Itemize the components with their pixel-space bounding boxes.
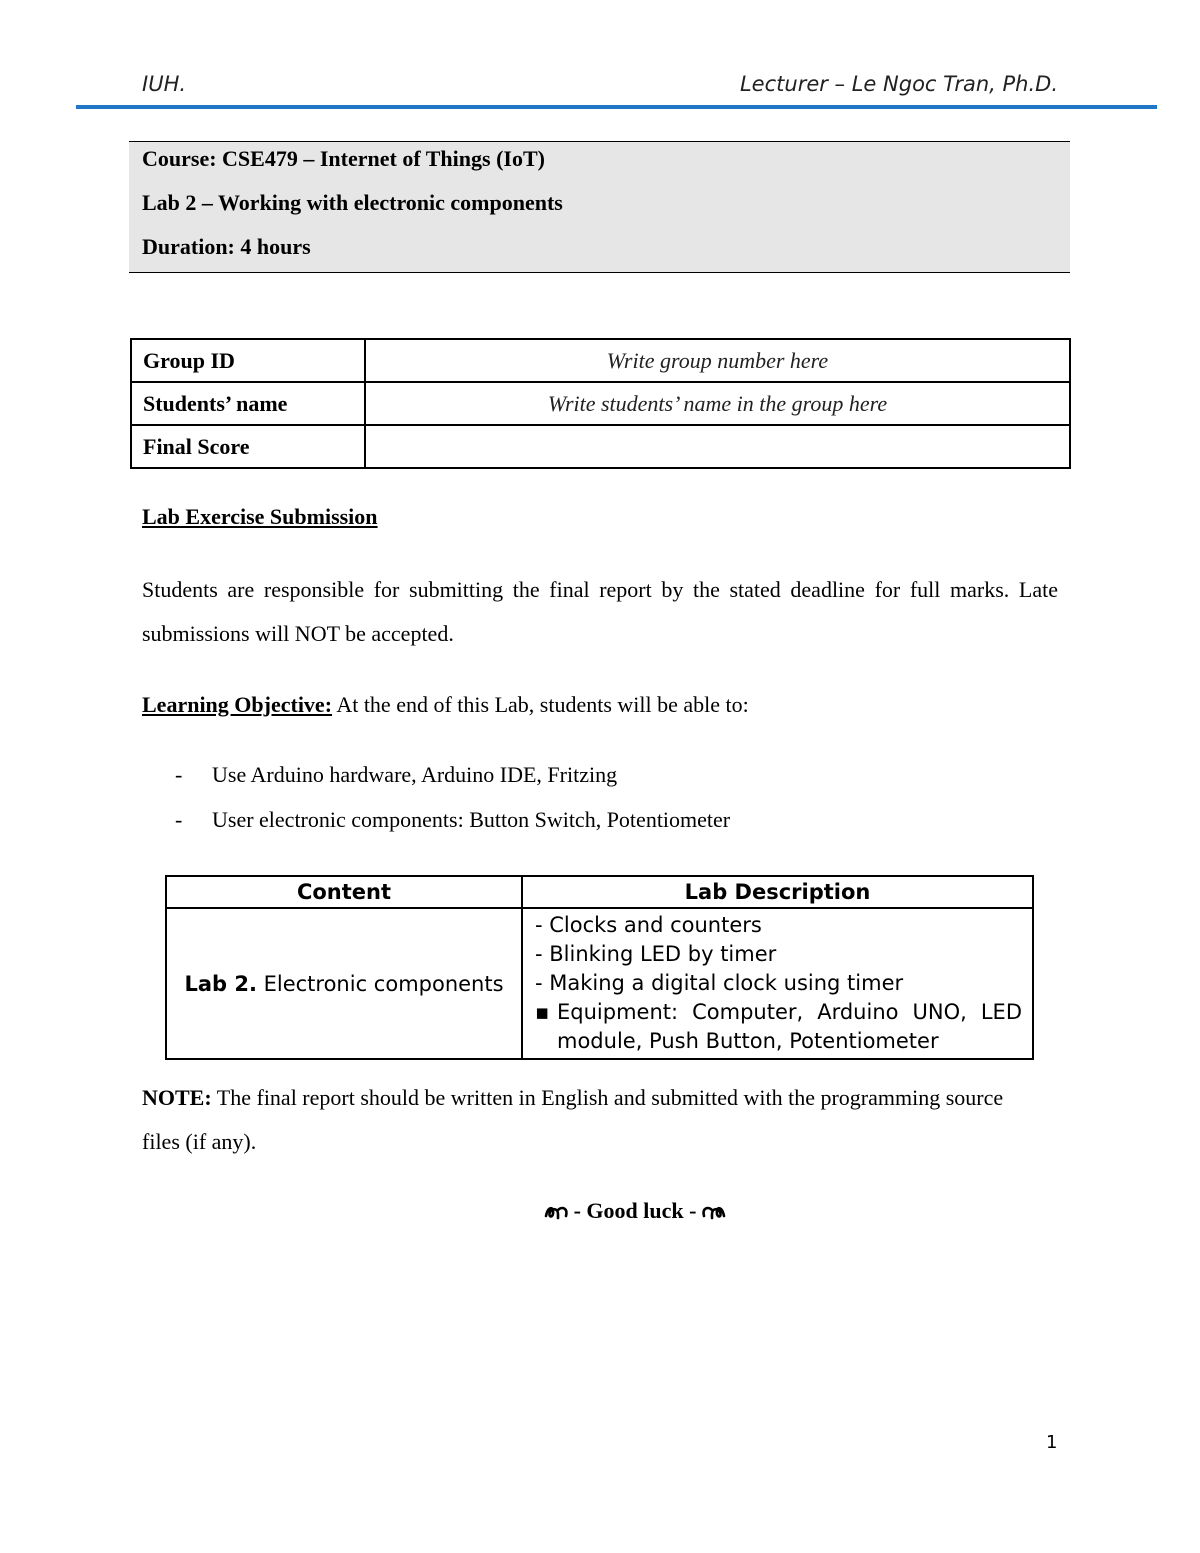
right-flourish-icon <box>700 1202 726 1220</box>
group-id-field[interactable]: Write group number here <box>365 339 1070 382</box>
note-paragraph <box>142 1076 1042 1164</box>
submission-text: Students are responsible for submitting the final report by the stated deadline for full marks. Late submissions will NOT be accepted. <box>142 577 1058 646</box>
header-institution: IUH. <box>142 72 187 96</box>
bullet-dash: - <box>175 807 183 832</box>
students-name-field[interactable]: Write students’ name in the group here <box>365 382 1070 425</box>
group-info-table <box>130 338 1071 469</box>
good-luck-text: - Good luck - <box>573 1198 697 1223</box>
objective-item-1: Use Arduino hardware, Arduino IDE, Fritzing <box>212 762 618 787</box>
square-bullet-icon: ▪ <box>535 1000 550 1024</box>
bullet-dash: - <box>175 762 183 787</box>
note-text: The final report should be written in English and submitted with the programming source files (if any). <box>142 1085 1004 1154</box>
lab-content-cell <box>166 908 522 1059</box>
lab-content-table <box>165 875 1034 1060</box>
lab-content-text: Electronic components <box>256 971 504 996</box>
list-item <box>175 807 730 833</box>
table-row <box>131 382 1070 425</box>
table-row <box>131 425 1070 468</box>
header-divider <box>76 105 1157 109</box>
students-name-label: Students’ name <box>131 382 365 425</box>
learning-objective <box>142 692 749 718</box>
objective-item-2: User electronic components: Button Switch, Potentiometer <box>212 807 731 832</box>
group-id-label: Group ID <box>131 339 365 382</box>
description-item-2: - Blinking LED by timer <box>535 942 777 966</box>
final-score-label: Final Score <box>131 425 365 468</box>
lab-description-cell <box>522 908 1033 1059</box>
equipment-text: Equipment: Computer, Arduino UNO, LED module, Push Button, Potentiometer <box>557 1000 1022 1053</box>
note-label: NOTE: <box>142 1085 212 1110</box>
header-lecturer: Lecturer – Le Ngoc Tran, Ph.D. <box>739 72 1058 96</box>
table-header-row <box>166 876 1033 908</box>
course-info-box <box>129 141 1070 273</box>
learning-objective-text: At the end of this Lab, students will be able to: <box>332 692 749 717</box>
learning-objective-label: Learning Objective: <box>142 692 333 717</box>
content-header: Content <box>166 876 522 908</box>
description-item-1: - Clocks and counters <box>535 913 762 937</box>
left-flourish-icon <box>544 1202 570 1220</box>
good-luck-line <box>0 1198 1200 1224</box>
table-row <box>166 908 1033 1059</box>
table-row <box>131 339 1070 382</box>
lab-number: Lab 2. <box>184 971 257 996</box>
page-number: 1 <box>1046 1432 1058 1453</box>
equipment-item <box>535 998 1022 1056</box>
course-title: Course: CSE479 – Internet of Things (IoT) <box>142 146 545 171</box>
final-score-field[interactable] <box>365 425 1070 468</box>
lab-title: Lab 2 – Working with electronic components <box>142 190 563 215</box>
submission-heading: Lab Exercise Submission <box>142 504 378 529</box>
lab-duration: Duration: 4 hours <box>142 234 311 259</box>
lab-description-header: Lab Description <box>522 876 1033 908</box>
description-item-3: - Making a digital clock using timer <box>535 971 904 995</box>
list-item <box>175 762 617 788</box>
